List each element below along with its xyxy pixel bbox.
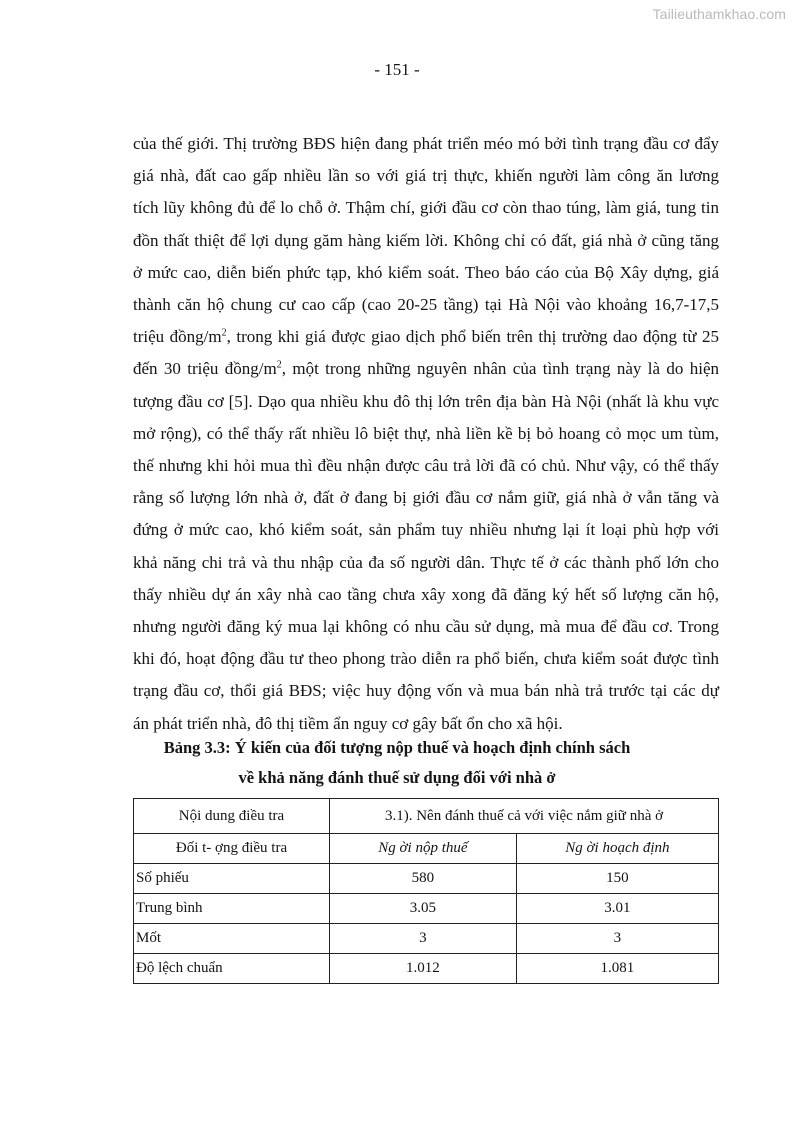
body-line: của thế giới. Thị trường BĐS hiện đang phát triển méo mó bởi tình trạng đầu cơ đẩy xyxy=(133,134,719,153)
policymaker-value: 1.081 xyxy=(516,954,718,984)
body-line: rằng số lượng lớn nhà ở, đất ở đang bị giới đầu cơ nắm giữ, giá nhà ở vẫn tăng và xyxy=(133,488,719,508)
taxpayer-value: 580 xyxy=(330,864,517,894)
table-subheader-row xyxy=(134,834,719,864)
watermark: Tailieuthamkhao.com xyxy=(652,6,786,22)
row-label: Độ lệch chuẩn xyxy=(134,954,330,984)
policymaker-value: 150 xyxy=(516,864,718,894)
body-line: thấy nhiều dự án xây nhà cao tầng chưa xây xong đã đăng ký hết số lượng căn hộ, xyxy=(133,584,719,604)
body-line: khả năng chi trả và thu nhập của đa số người dân. Thực tế ở các thành phố lớn cho xyxy=(133,552,719,572)
body-line: nhưng người đăng ký mua lại không có nhu cầu sử dụng, mà mua để đầu cơ. Trong xyxy=(133,617,719,637)
table-row xyxy=(134,954,719,984)
body-line: ở mức cao, diễn biến phức tạp, khó kiểm soát. Theo báo cáo của Bộ Xây dựng, giá xyxy=(133,262,719,282)
policymaker-value: 3.01 xyxy=(516,894,718,924)
row-label: Mốt xyxy=(134,924,330,954)
body-line: triệu đồng/$m^2$, trong khi giá được giao dịch phổ biến trên thị trường dao động từ 25 xyxy=(133,327,719,347)
table-row xyxy=(134,924,719,954)
table-caption-line-1: Bảng 3.3: Ý kiến của đối tượng nộp thuế và hoạch định chính sách xyxy=(163,738,631,757)
header-survey-subject: Đối t- ợng điều tra xyxy=(134,834,330,864)
row-label: Số phiếu xyxy=(134,864,330,894)
body-line: thế nhưng khi hỏi mua thì đều nhận được câu trả lời đã có chủ. Như vậy, có thể thấy xyxy=(133,456,719,476)
superscript: 2 xyxy=(276,359,282,371)
body-line: khi đó, hoạt động đầu tư theo phong trào diễn ra phổ biến, chưa kiểm soát được tình xyxy=(133,649,719,669)
body-line: trạng đầu cơ, thổi giá BĐS; việc huy động vốn và mua bán nhà trả trước tại các dự xyxy=(133,681,719,701)
body-line: thành căn hộ chung cư cao cấp (cao 20-25 tầng) tại Hà Nội vào khoảng 16,7-17,5 xyxy=(133,295,719,315)
page-number: - 151 - xyxy=(374,60,420,79)
header-taxpayer: Ng ời nộp thuế xyxy=(330,834,517,864)
taxpayer-value: 1.012 xyxy=(330,954,517,984)
body-line: tượng đầu cơ [5]. Dạo qua nhiều khu đô thị lớn trên địa bàn Hà Nội (nhất là khu vực xyxy=(133,391,719,411)
body-paragraph xyxy=(133,128,719,740)
table-header-row xyxy=(134,799,719,834)
body-line: mở rộng), có thể thấy rất nhiều lô biệt thự, nhà liền kề bị bỏ hoang cỏ mọc um tùm, xyxy=(133,423,719,443)
survey-table xyxy=(133,798,719,984)
header-policymaker: Ng ời hoạch định xyxy=(516,834,718,864)
table-row xyxy=(134,864,719,894)
header-survey-content: Nội dung điều tra xyxy=(134,799,330,834)
taxpayer-value: 3 xyxy=(330,924,517,954)
body-line: án phát triển nhà, đô thị tiềm ẩn nguy cơ gây bất ổn cho xã hội. xyxy=(133,713,563,733)
taxpayer-value: 3.05 xyxy=(330,894,517,924)
table-row xyxy=(134,894,719,924)
superscript: 2 xyxy=(221,327,227,339)
body-line: đến 30 triệu đồng/$m^2$, một trong những nguyên nhân của tình trạng này là do hiện xyxy=(133,359,719,379)
row-label: Trung bình xyxy=(134,894,330,924)
body-line: giá nhà, đất cao gấp nhiều lần so với giá trị thực, khiến người làm công ăn lương xyxy=(133,166,719,186)
body-line: tích lũy không đủ để lo chỗ ở. Thậm chí, giới đầu cơ còn thao túng, làm giá, tung tin xyxy=(133,198,719,218)
body-line: đứng ở mức cao, khó kiểm soát, sản phẩm tuy nhiều nhưng lại ít loại phù hợp với xyxy=(133,520,719,540)
body-line: đồn thất thiệt để lợi dụng găm hàng kiếm lời. Không chỉ có đất, giá nhà ở cũng tăng xyxy=(133,230,719,250)
header-question: 3.1). Nên đánh thuế cả với việc nắm giữ nhà ở xyxy=(330,799,719,834)
policymaker-value: 3 xyxy=(516,924,718,954)
table-caption-line-2: về khả năng đánh thuế sử dụng đối với nhà ở xyxy=(238,768,556,787)
